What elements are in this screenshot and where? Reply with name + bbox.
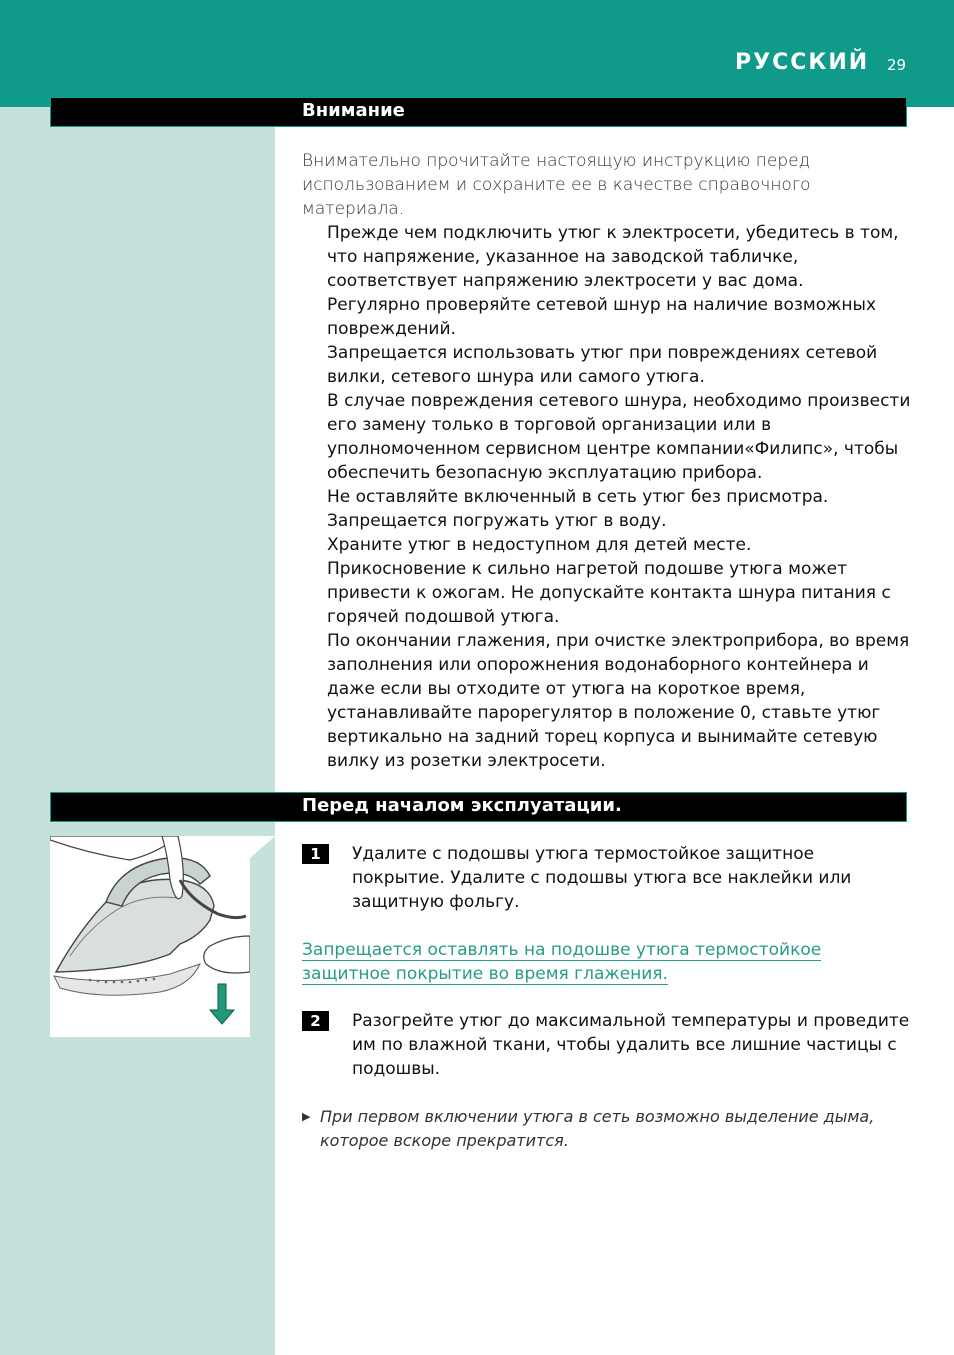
step-2 (302, 1009, 912, 1081)
warning-item: Запрещается использовать утюг при повреждениях сетевой вилки, сетевого шнура или самого утюга. (327, 343, 878, 387)
step-number: 1 (302, 844, 329, 864)
step-text: Разогрейте утюг до максимальной температуры и проведите им по влажной ткани, чтобы удалить все лишние частицы с подошвы. (352, 1011, 910, 1079)
warning-item: Регулярно проверяйте сетевой шнур на наличие возможных повреждений. (327, 295, 877, 339)
section-bar-before-use (50, 792, 907, 822)
intro-paragraph: Внимательно прочитайте настоящую инструкцию перед использованием и сохраните ее в качестве справочного материала. (302, 151, 811, 219)
warnings-list (327, 221, 912, 773)
language-label: РУССКИЙ (735, 50, 870, 75)
note-text: Запрещается оставлять на подошве утюга термостойкое защитное покрытие во время глажения. (302, 940, 822, 984)
step-number: 2 (302, 1011, 329, 1031)
warning-item: Не оставляйте включенный в сеть утюг без присмотра. (327, 487, 829, 507)
step-1 (302, 842, 912, 914)
page-number: 29 (887, 56, 907, 74)
note-paragraph (302, 938, 912, 986)
result-note (302, 1105, 912, 1153)
warning-item: Прикосновение к сильно нагретой подошве утюга может привести к ожогам. Не допускайте контакта шнура питания с горячей подошвой утюга. (327, 559, 891, 627)
warning-item: Храните утюг в недоступном для детей месте. (327, 535, 752, 555)
warning-item: В случае повреждения сетевого шнура, необходимо произвести его замену только в торговой организации или в уполномоченном сервисном центре компании«Филипс», чтобы обеспечить безопасную эксплуатацию прибора. (327, 391, 911, 483)
warning-item: Запрещается погружать утюг в воду. (327, 511, 667, 531)
side-band (0, 107, 275, 1355)
result-text: При первом включении утюга в сеть возможно выделение дыма, которое вскоре прекратится. (320, 1107, 875, 1150)
bullet-triangle-icon: ▶ (302, 1110, 311, 1123)
step-text: Удалите с подошвы утюга термостойкое защитное покрытие. Удалите с подошвы утюга все наклейки или защитную фольгу. (352, 844, 852, 912)
warning-item: Прежде чем подключить утюг к электросети, убедитесь в том, что напряжение, указанное на заводской табличке, соответствует напряжению электросети у вас дома. (327, 223, 899, 291)
section-title-before-use: Перед началом эксплуатации. (302, 795, 622, 816)
section-bar-attention (50, 97, 907, 127)
section-title-attention: Внимание (302, 100, 405, 121)
iron-illustration (50, 836, 250, 1037)
figure-pointer (250, 836, 275, 871)
warning-item: По окончании глажения, при очистке электроприбора, во время заполнения или опорожнения водонаборного контейнера и даже если вы отходите от утюга на короткое время, устанавливайте парорегулятор в положение 0, ставьте утюг вертикально на задний торец корпуса и вынимайте сетевую вилку из розетки электросети. (327, 631, 910, 771)
